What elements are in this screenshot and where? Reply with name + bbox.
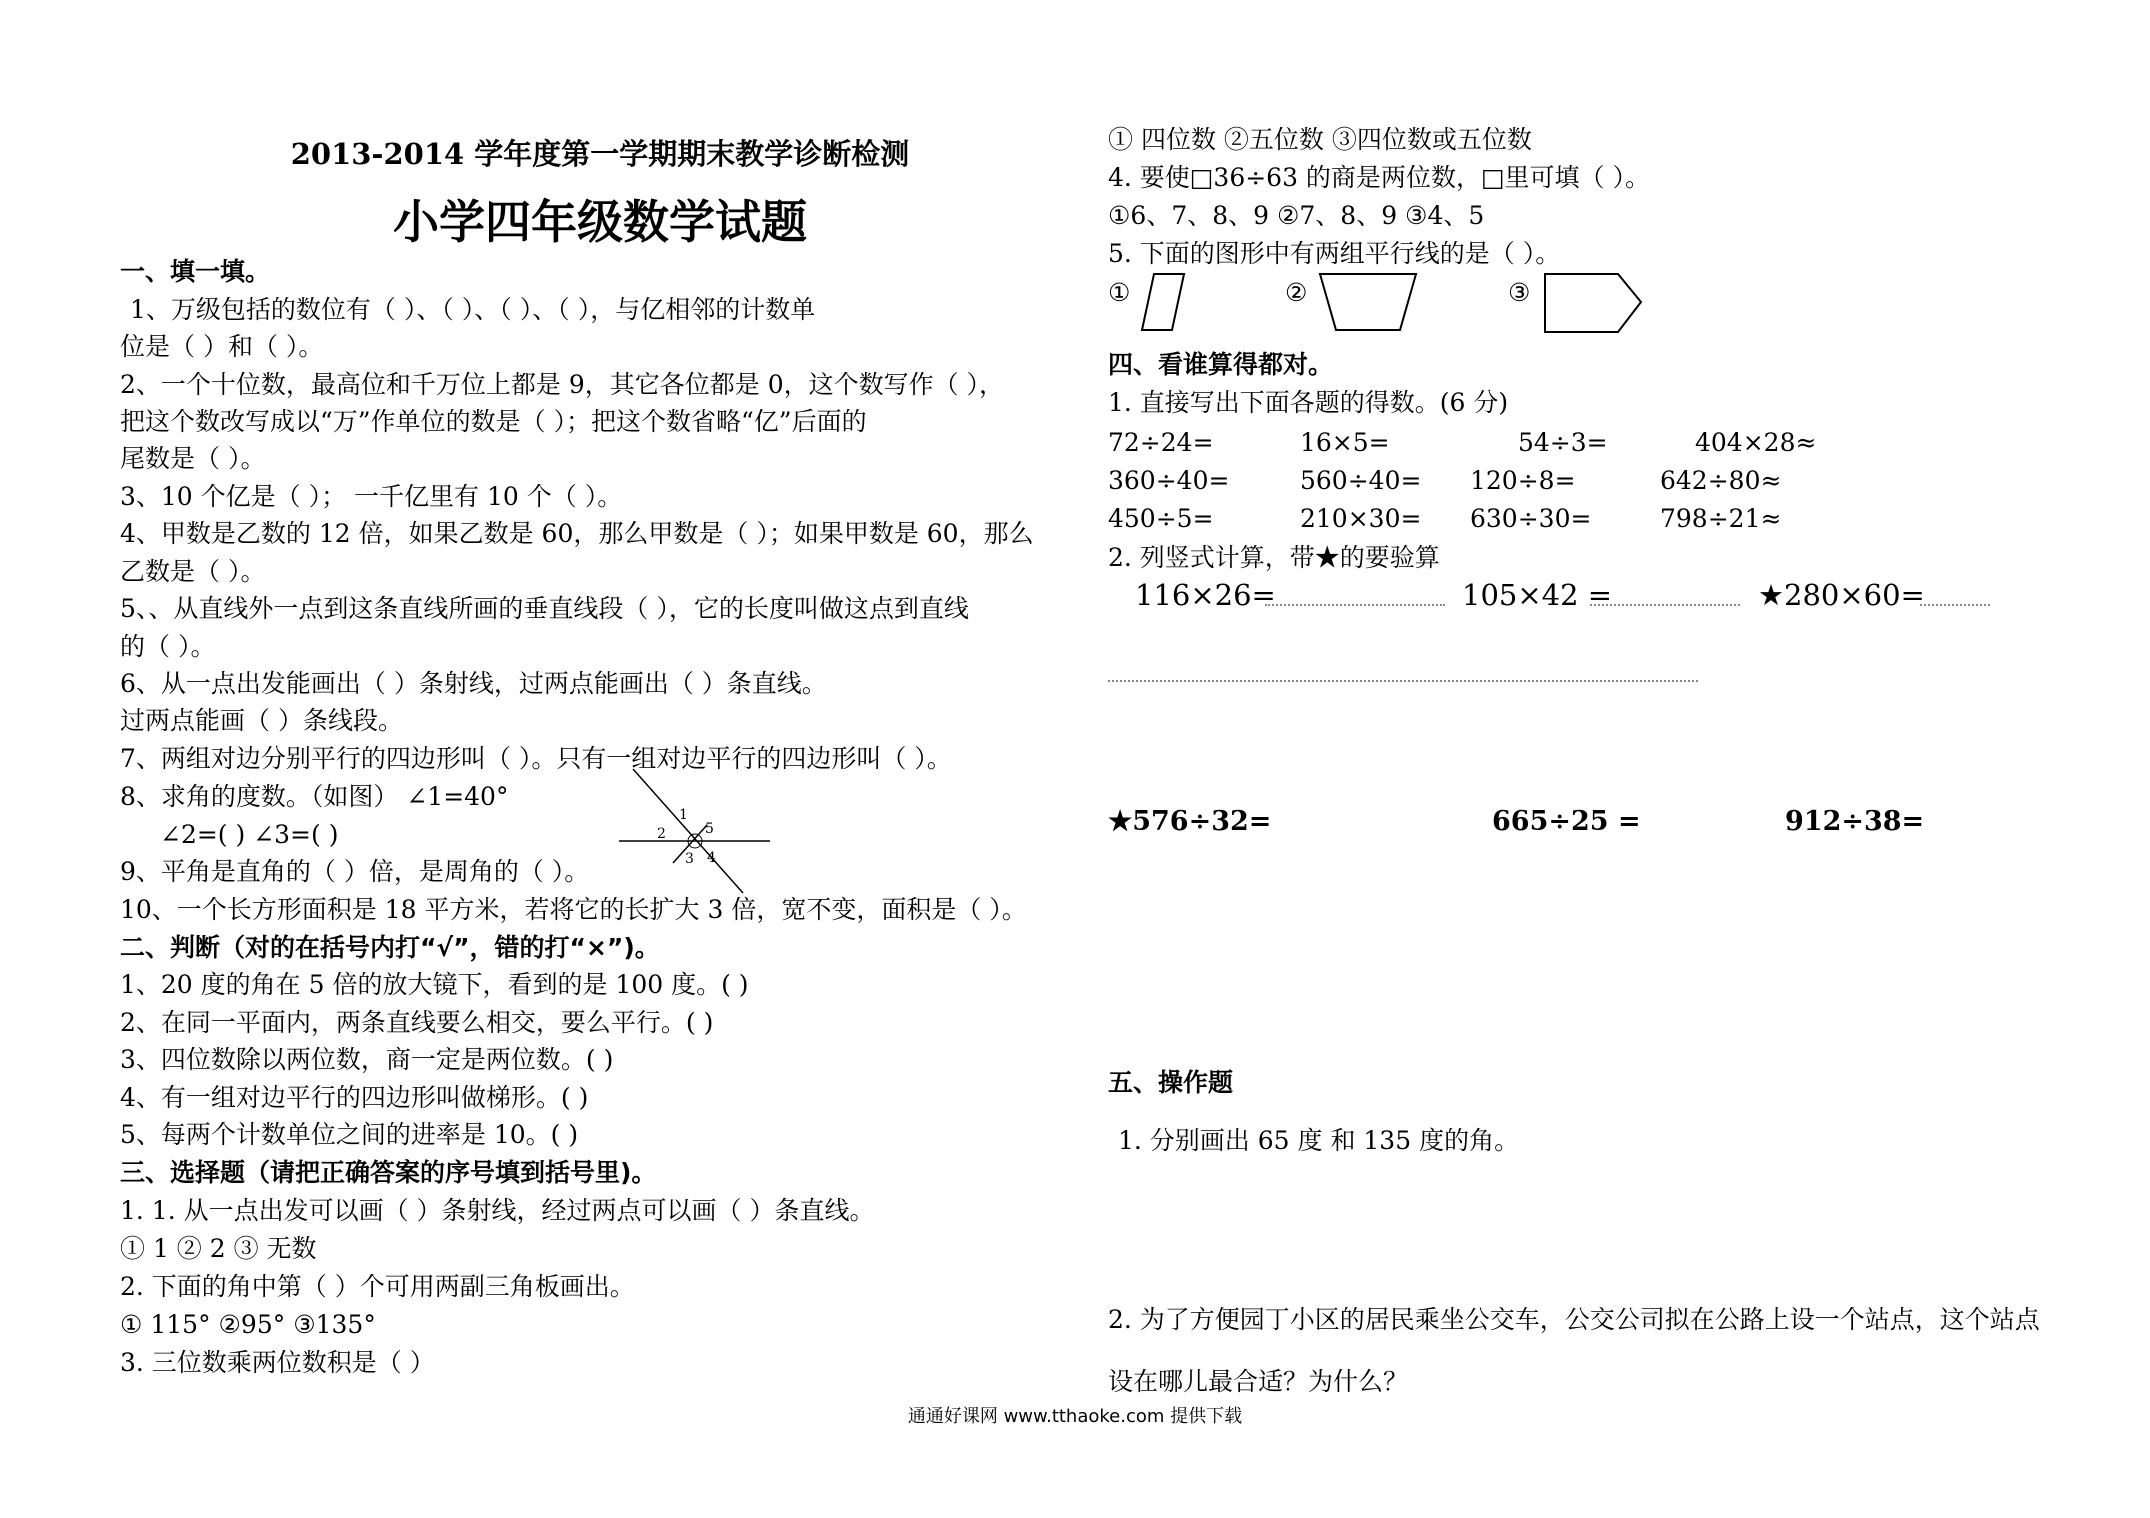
trapezoid-shape xyxy=(1318,272,1418,332)
question-6-line-2: 过两点能画（ ）条线段。 xyxy=(120,706,403,735)
question-6-line-1: 6、从一点出发能画出（ ）条射线，过两点能画出（ ）条直线。 xyxy=(120,669,827,698)
division-calc-item: 912÷38= xyxy=(1785,806,1925,837)
choice-5: 5. 下面的图形中有两组平行线的是（ ）。 xyxy=(1108,239,1561,268)
shape-2-mark: ② xyxy=(1285,278,1308,307)
question-8-line-1: 8、求角的度数。（如图） ∠1=40° xyxy=(120,782,509,811)
oral-calc-item: 560÷40= xyxy=(1300,466,1422,495)
operation-2-line-1: 2. 为了方便园丁小区的居民乘坐公交车，公交公司拟在公路上设一个站点，这个站点 xyxy=(1108,1305,2040,1334)
question-7: 7、两组对边分别平行的四边形叫（ ）。只有一组对边平行的四边形叫（ ）。 xyxy=(120,744,952,773)
section-5-heading: 五、操作题 xyxy=(1108,1068,1234,1097)
work-space-dots xyxy=(1920,604,1990,606)
parallelogram-shape xyxy=(1140,272,1190,332)
angle-label-1: 1 xyxy=(679,807,688,823)
oral-calc-item: 642÷80≈ xyxy=(1660,466,1782,495)
vertical-calc-item: ★280×60= xyxy=(1758,578,1925,612)
oral-calc-item: 630÷30= xyxy=(1470,504,1592,533)
oral-calc-item: 72÷24= xyxy=(1108,428,1214,457)
division-calc-item: ★576÷32= xyxy=(1108,806,1272,837)
judge-2: 2、在同一平面内，两条直线要么相交，要么平行。( ) xyxy=(120,1008,714,1037)
section-2-heading: 二、判断（对的在括号内打“√”，错的打“×”)。 xyxy=(120,933,660,962)
oral-calc-item: 210×30= xyxy=(1300,504,1422,533)
question-2-line-1: 2、一个十位数，最高位和千万位上都是 9，其它各位都是 0，这个数写作（ ）， xyxy=(120,370,1005,399)
angle-label-3: 3 xyxy=(685,851,694,867)
question-9: 9、平角是直角的（ ）倍，是周角的（ ）。 xyxy=(120,857,590,886)
oral-calc-item: 16×5= xyxy=(1300,428,1390,457)
choice-1-options: ① 1 ② 2 ③ 无数 xyxy=(120,1234,317,1263)
angle-label-5: 5 xyxy=(705,821,714,837)
question-10: 10、一个长方形面积是 18 平方米，若将它的长扩大 3 倍，宽不变，面积是（ ）。 xyxy=(120,895,1027,924)
exam-title: 小学四年级数学试题 xyxy=(393,195,807,249)
judge-5: 5、每两个计数单位之间的进率是 10。( ) xyxy=(120,1120,579,1149)
choice-2: 2. 下面的角中第（ ）个可用两副三角板画出。 xyxy=(120,1272,635,1301)
question-3: 3、10 个亿是（ ）； 一千亿里有 10 个（ ）。 xyxy=(120,482,623,511)
work-space-dots xyxy=(1590,604,1740,606)
oral-calc-item: 798÷21≈ xyxy=(1660,504,1782,533)
section-3-heading: 三、选择题（请把正确答案的序号填到括号里)。 xyxy=(120,1158,657,1187)
judge-3: 3、四位数除以两位数，商一定是两位数。( ) xyxy=(120,1045,614,1074)
choice-1: 1. 1. 从一点出发可以画（ ）条射线，经过两点可以画（ ）条直线。 xyxy=(120,1196,875,1225)
division-calc-item: 665÷25 = xyxy=(1492,806,1641,837)
angle-figure xyxy=(615,765,775,895)
exam-header: 2013-2014 学年度第一学期期末教学诊断检测 xyxy=(290,137,910,171)
question-2-line-2: 把这个数改写成以“万”作单位的数是（ ）；把这个数省略“亿”后面的 xyxy=(120,407,867,436)
choice-2-options: ① 115° ②95° ③135° xyxy=(120,1310,376,1339)
section-1-heading: 一、填一填。 xyxy=(120,257,271,286)
question-4-line-2: 乙数是（ ）。 xyxy=(120,557,266,586)
oral-calc-item: 360÷40= xyxy=(1108,466,1230,495)
judge-4: 4、有一组对边平行的四边形叫做梯形。( ) xyxy=(120,1083,589,1112)
oral-calc-item: 54÷3= xyxy=(1518,428,1608,457)
work-space-dots xyxy=(1108,680,1698,682)
angle-label-4: 4 xyxy=(707,850,716,866)
shape-3-mark: ③ xyxy=(1508,278,1531,307)
judge-1: 1、20 度的角在 5 倍的放大镜下，看到的是 100 度。( ) xyxy=(120,970,749,999)
oral-calc-item: 120÷8= xyxy=(1470,466,1576,495)
vertical-calc-heading: 2. 列竖式计算，带★的要验算 xyxy=(1108,543,1440,572)
pentagon-shape xyxy=(1543,272,1643,334)
section-4-heading: 四、看谁算得都对。 xyxy=(1108,350,1334,379)
oral-calc-item: 404×28≈ xyxy=(1695,428,1817,457)
oral-calc-heading: 1. 直接写出下面各题的得数。(6 分) xyxy=(1108,388,1509,417)
oral-calc-item: 450÷5= xyxy=(1108,504,1214,533)
question-4-line-1: 4、甲数是乙数的 12 倍，如果乙数是 60，那么甲数是（ ）；如果甲数是 60，那么 xyxy=(120,519,1034,548)
question-5-line-2: 的（ ）。 xyxy=(120,632,216,661)
choice-4-options: ①6、7、8、9 ②7、8、9 ③4、5 xyxy=(1108,201,1485,230)
operation-1: 1. 分别画出 65 度 和 135 度的角。 xyxy=(1118,1126,1520,1155)
angle-label-2: 2 xyxy=(657,826,666,842)
question-8-line-2: ∠2=( ) ∠3=( ) xyxy=(160,820,339,849)
page-footer: 通通好课网 www.tthaoke.com 提供下载 xyxy=(907,1406,1243,1427)
vertical-calc-item: 116×26= xyxy=(1135,578,1276,612)
question-1-line-1: 1、万级包括的数位有（ ）、（ ）、（ ）、（ ），与亿相邻的计数单 xyxy=(130,295,816,324)
question-5-line-1: 5、、从直线外一点到这条直线所画的垂直线段（ ），它的长度叫做这点到直线 xyxy=(120,594,969,623)
choice-3: 3. 三位数乘两位数积是（ ） xyxy=(120,1348,435,1377)
vertical-calc-item: 105×42 = xyxy=(1462,578,1613,612)
choice-4: 4. 要使□36÷63 的商是两位数，□里可填（ ）。 xyxy=(1108,163,1651,192)
choice-3-options: ① 四位数 ②五位数 ③四位数或五位数 xyxy=(1108,125,1532,154)
question-2-line-3: 尾数是（ ）。 xyxy=(120,444,266,473)
shape-1-mark: ① xyxy=(1108,278,1131,307)
operation-2-line-2: 设在哪儿最合适？为什么？ xyxy=(1108,1367,1409,1396)
work-space-dots xyxy=(1265,604,1445,606)
question-1-line-2: 位是（ ）和（ ）。 xyxy=(120,332,324,361)
